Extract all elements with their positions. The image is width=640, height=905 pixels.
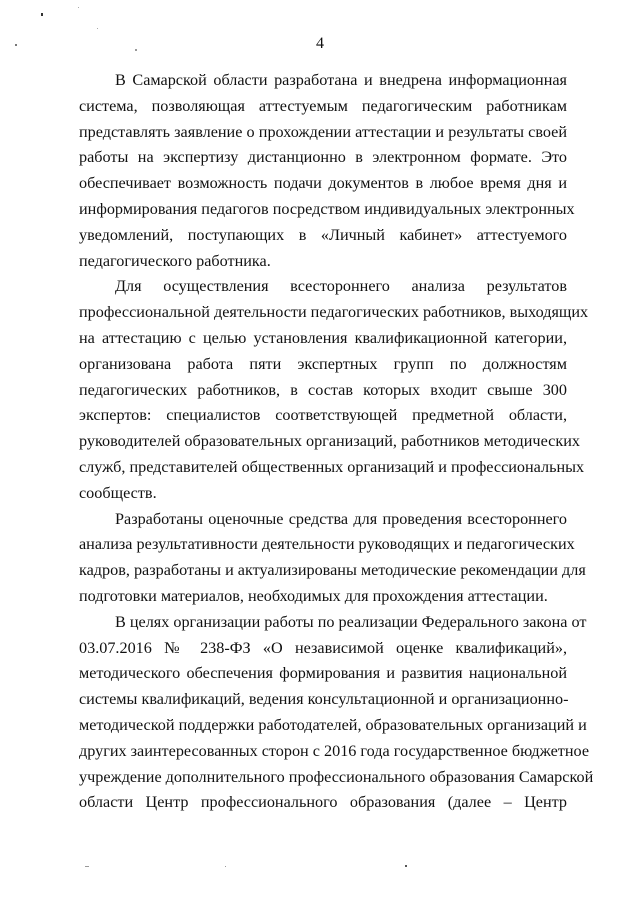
text-line: информирования педагогов посредством индивидуальных электронных	[79, 199, 575, 218]
text-line: работы на экспертизу дистанционно в электронном формате. Это	[79, 148, 567, 167]
scan-speck	[41, 13, 43, 16]
text-line: методического обеспечения формирования и развития национальной	[79, 664, 567, 683]
paragraph-information-system	[79, 68, 575, 274]
text-line: анализа результативности деятельности руководящих и педагогических	[79, 535, 575, 554]
text-line: представлять заявление о прохождении аттестации и результаты своей	[79, 122, 567, 141]
text-line: Разработаны оценочные средства для проведения всестороннего	[115, 509, 567, 528]
text-line: сообществ.	[79, 483, 157, 502]
text-line: учреждение дополнительного профессионального образования Самарской	[79, 767, 594, 786]
text-line: 03.07.2016 № 238-ФЗ «О независимой оценке квалификаций»,	[79, 638, 567, 657]
scan-speck	[225, 866, 226, 867]
text-line: уведомлений, поступающих в «Личный кабинет» аттестуемого	[79, 225, 567, 244]
text-line: области Центр профессионального образования (далее – Центр	[79, 793, 567, 812]
scan-speck	[15, 44, 17, 46]
text-line: других заинтересованных сторон с 2016 года государственное бюджетное	[79, 741, 589, 760]
paragraph-federal-law	[79, 610, 594, 816]
text-line: кадров, разработаны и актуализированы методические рекомендации для	[79, 561, 586, 580]
text-line: обеспечивает возможность подачи документов в любое время дня и	[79, 174, 567, 193]
scan-speck	[85, 866, 89, 867]
text-line: экспертов: специалистов соответствующей предметной области,	[79, 406, 567, 425]
scan-speck	[78, 7, 79, 8]
text-line: системы квалификаций, ведения консультационной и организационно-	[79, 690, 569, 709]
paragraph-assessment-tools	[79, 507, 586, 610]
text-line: В целях организации работы по реализации Федерального закона от	[115, 612, 587, 631]
paragraph-expert-groups	[79, 274, 589, 506]
text-line: подготовки материалов, необходимых для прохождения аттестации.	[79, 586, 548, 605]
page-number: 4	[316, 35, 324, 52]
document-body	[79, 68, 594, 816]
scan-speck	[135, 49, 137, 51]
text-line: педагогических работников, в состав которых входит свыше 300	[79, 380, 567, 399]
text-line: на аттестацию с целью установления квалификационной категории,	[79, 328, 567, 347]
text-line: организована работа пяти экспертных групп по должностям	[79, 354, 567, 373]
text-line: система, позволяющая аттестуемым педагогическим работникам	[79, 96, 567, 115]
text-line: руководителей образовательных организаций, работников методических	[79, 432, 580, 451]
text-line: профессиональной деятельности педагогических работников, выходящих	[79, 303, 589, 322]
scan-speck	[97, 28, 98, 29]
text-line: методической поддержки работодателей, образовательных организаций и	[79, 715, 587, 734]
scan-speck	[405, 865, 407, 867]
text-line: Для осуществления всестороннего анализа результатов	[115, 277, 567, 296]
text-line: служб, представителей общественных организаций и профессиональных	[79, 457, 585, 476]
text-line: педагогического работника.	[79, 251, 271, 270]
text-line: В Самарской области разработана и внедрена информационная	[115, 71, 567, 89]
